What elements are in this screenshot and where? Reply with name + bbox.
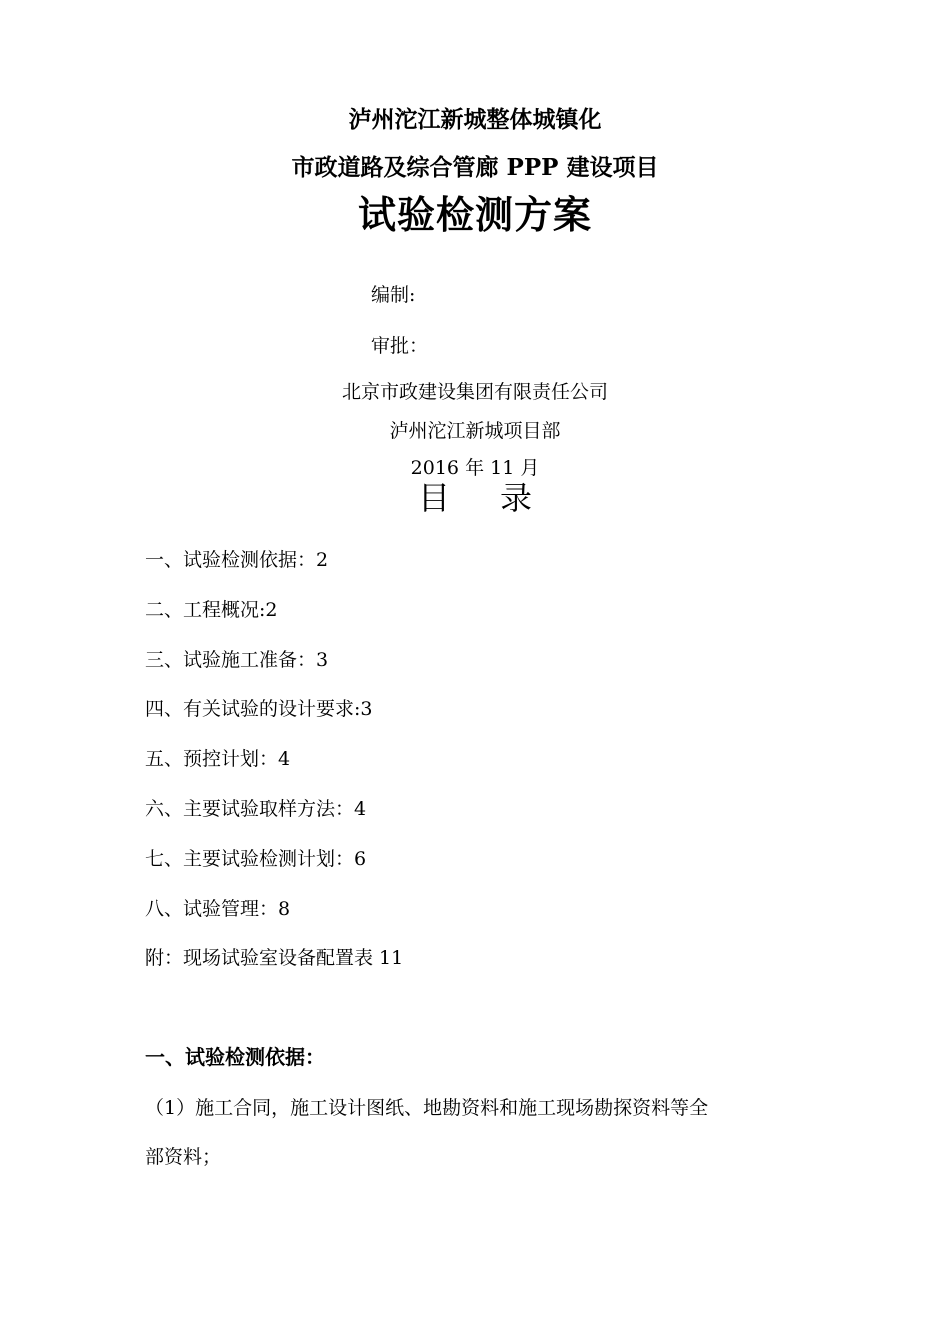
toc-item[interactable]: 二、工程概况:2 xyxy=(145,599,278,621)
section-heading: 一、试验检测依据： xyxy=(145,1045,325,1069)
paragraph-line: 部资料； xyxy=(145,1146,222,1168)
toc-item[interactable]: 三、试验施工准备：3 xyxy=(145,649,329,671)
toc-title-right: 录 xyxy=(500,479,533,517)
cover-title-line2: 市政道路及综合管廊 PPP 建设项目 xyxy=(291,154,659,181)
toc-item[interactable]: 七、主要试验检测计划：6 xyxy=(145,848,367,870)
cover-main-title: 试验检测方案 xyxy=(357,192,592,237)
toc-item[interactable]: 附：现场试验室设备配置表 11 xyxy=(145,947,404,969)
company-name: 北京市政建设集团有限责任公司 xyxy=(341,381,608,403)
document-date: 2016 年 11 月 xyxy=(410,457,540,479)
cover-title-line1: 泸州沱江新城整体城镇化 xyxy=(348,106,602,133)
paragraph-line: （1）施工合同，施工设计图纸、地勘资料和施工现场勘探资料等全 xyxy=(145,1097,709,1119)
toc-title xyxy=(0,479,950,517)
toc-item[interactable]: 一、试验检测依据：2 xyxy=(145,549,329,571)
toc-item[interactable]: 四、有关试验的设计要求:3 xyxy=(145,698,373,720)
toc-item[interactable]: 六、主要试验取样方法：4 xyxy=(145,798,367,820)
toc-title-left: 目 xyxy=(417,479,450,517)
approved-by-label: 审批： xyxy=(371,335,429,357)
compiled-by-label: 编制: xyxy=(371,284,416,306)
toc-item[interactable]: 五、预控计划：4 xyxy=(145,748,291,770)
toc-item[interactable]: 八、试验管理：8 xyxy=(145,898,291,920)
department-name: 泸州沱江新城项目部 xyxy=(389,420,561,442)
